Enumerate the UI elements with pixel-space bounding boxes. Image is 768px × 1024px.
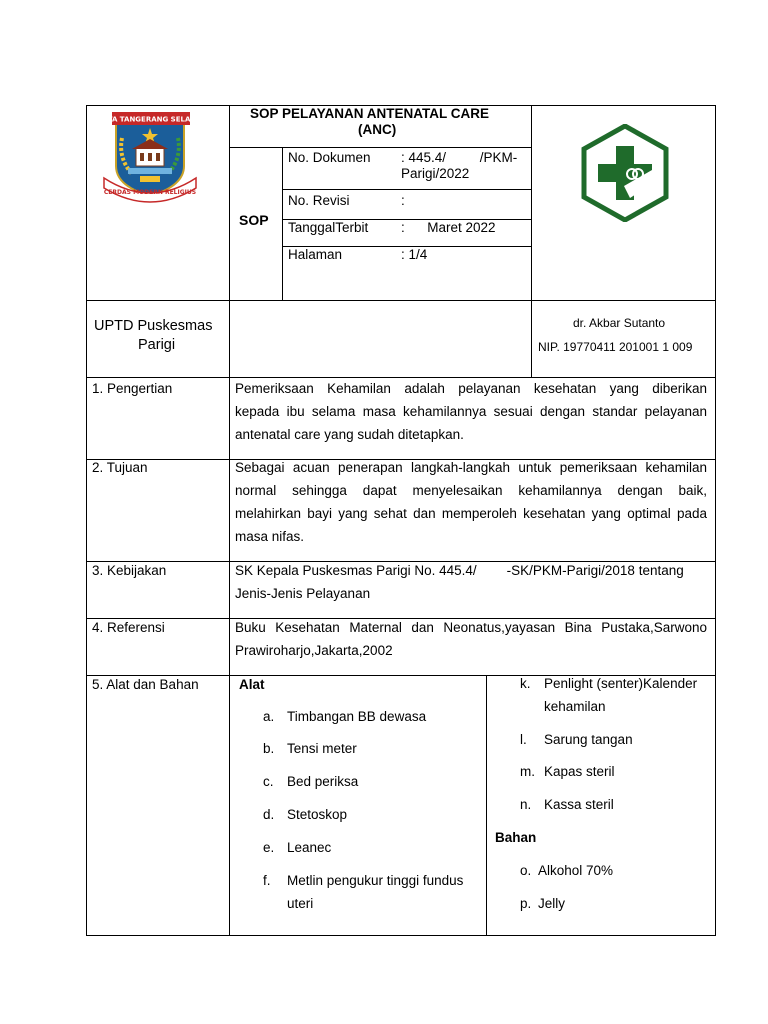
list-item-letter: m.: [520, 764, 535, 779]
list-item-text-cont: uteri: [287, 896, 314, 911]
text-line: Sebagai acuan penerapan langkah-langkah untuk pemeriksaan kehamilan: [235, 460, 707, 475]
text-line: SK Kepala Puskesmas Parigi No. 445.4/ -SK/PKM-Parigi/2018 tentang: [235, 563, 684, 578]
section-text-kebijakan: [235, 559, 707, 605]
issue-date-label: TanggalTerbit: [288, 220, 369, 235]
list-item-letter: a.: [263, 709, 275, 724]
section-label-pengertian: 1. Pengertian: [92, 381, 173, 396]
revision-value: :: [401, 193, 405, 208]
text-line: antenatal care yang sudah ditetapkan.: [235, 427, 464, 442]
section-label-tujuan: 2. Tujuan: [92, 460, 148, 475]
sop-label: SOP: [239, 212, 269, 228]
text-line: Jenis-Jenis Pelayanan: [235, 586, 371, 601]
section-label-referensi: 4. Referensi: [92, 620, 165, 635]
doc-number-label: No. Dokumen: [288, 150, 371, 165]
list-item-letter: o.: [520, 863, 532, 878]
emblem-banner-text: KOTA TANGERANG SELATAN: [98, 115, 203, 124]
list-item-letter: f.: [263, 873, 271, 888]
emblem-motto-text: CERDAS MODERN RELIGIUS: [103, 189, 197, 196]
page-label: Halaman: [288, 247, 343, 262]
section-text-referensi: [235, 616, 707, 662]
alat-heading: Alat: [239, 677, 265, 692]
section-label-alat-bahan: 5. Alat dan Bahan: [92, 677, 199, 692]
sop-title-line2: (ANC): [358, 122, 397, 137]
list-item-text: Kassa steril: [544, 797, 614, 812]
doc-number-value-cont: Parigi/2022: [401, 166, 470, 181]
puskesmas-logo: [580, 124, 670, 222]
text-line: kepada ibu selama masa kehamilannya sesuai dengan standar pelayanan: [235, 404, 707, 419]
list-item-text: Metlin pengukur tinggi fundus: [287, 873, 464, 888]
unit-name-line1: UPTD Puskesmas: [94, 318, 213, 334]
text-line: masa nifas.: [235, 529, 305, 544]
head-nip: NIP. 19770411 201001 1 009: [538, 340, 693, 354]
bahan-heading: Bahan: [495, 830, 537, 845]
list-item-text: Timbangan BB dewasa: [287, 709, 427, 724]
text-line: Prawiroharjo,Jakarta,2002: [235, 643, 393, 658]
list-item-letter: p.: [520, 896, 532, 911]
text-line: Pemeriksaan Kehamilan adalah pelayanan kesehatan yang diberikan: [235, 381, 707, 396]
section-text-pengertian: [235, 377, 707, 446]
list-item-letter: l.: [520, 732, 527, 747]
unit-name-line2: Parigi: [138, 337, 176, 353]
issue-date-value: : Maret 2022: [401, 220, 496, 235]
list-item-text: Tensi meter: [287, 741, 357, 756]
list-item-letter: n.: [520, 797, 532, 812]
list-item-text: Leanec: [287, 840, 332, 855]
list-item-text: Penlight (senter)Kalender: [544, 676, 698, 691]
list-item-text: Bed periksa: [287, 774, 359, 789]
revision-label: No. Revisi: [288, 193, 350, 208]
city-emblem-logo: [98, 108, 203, 204]
text-line: normal sehingga dapat menyelesaikan kehamilannya dengan baik,: [235, 483, 707, 498]
text-line: Buku Kesehatan Maternal dan Neonatus,yayasan Bina Pustaka,Sarwono: [235, 620, 707, 635]
sop-title-line1: SOP PELAYANAN ANTENATAL CARE: [250, 106, 490, 121]
head-name: dr. Akbar Sutanto: [573, 316, 666, 330]
list-item-letter: c.: [263, 774, 274, 789]
list-item-letter: e.: [263, 840, 275, 855]
list-item-text: Stetoskop: [287, 807, 348, 822]
list-item-text: Kapas steril: [544, 764, 615, 779]
list-item-letter: d.: [263, 807, 275, 822]
section-label-kebijakan: 3. Kebijakan: [92, 563, 167, 578]
page-value: : 1/4: [401, 247, 428, 262]
section-text-tujuan: [235, 456, 707, 548]
list-item-text: Sarung tangan: [544, 732, 633, 747]
list-item-text-cont: kehamilan: [544, 699, 606, 714]
text-line: melahirkan bayi yang sehat dan memperoleh kesehatan yang optimal pada: [235, 506, 707, 521]
list-item-text: Jelly: [538, 896, 566, 911]
list-item-text: Alkohol 70%: [538, 863, 614, 878]
doc-number-value: : 445.4/ /PKM-: [401, 150, 518, 165]
list-item-letter: b.: [263, 741, 275, 756]
list-item-letter: k.: [520, 676, 531, 691]
